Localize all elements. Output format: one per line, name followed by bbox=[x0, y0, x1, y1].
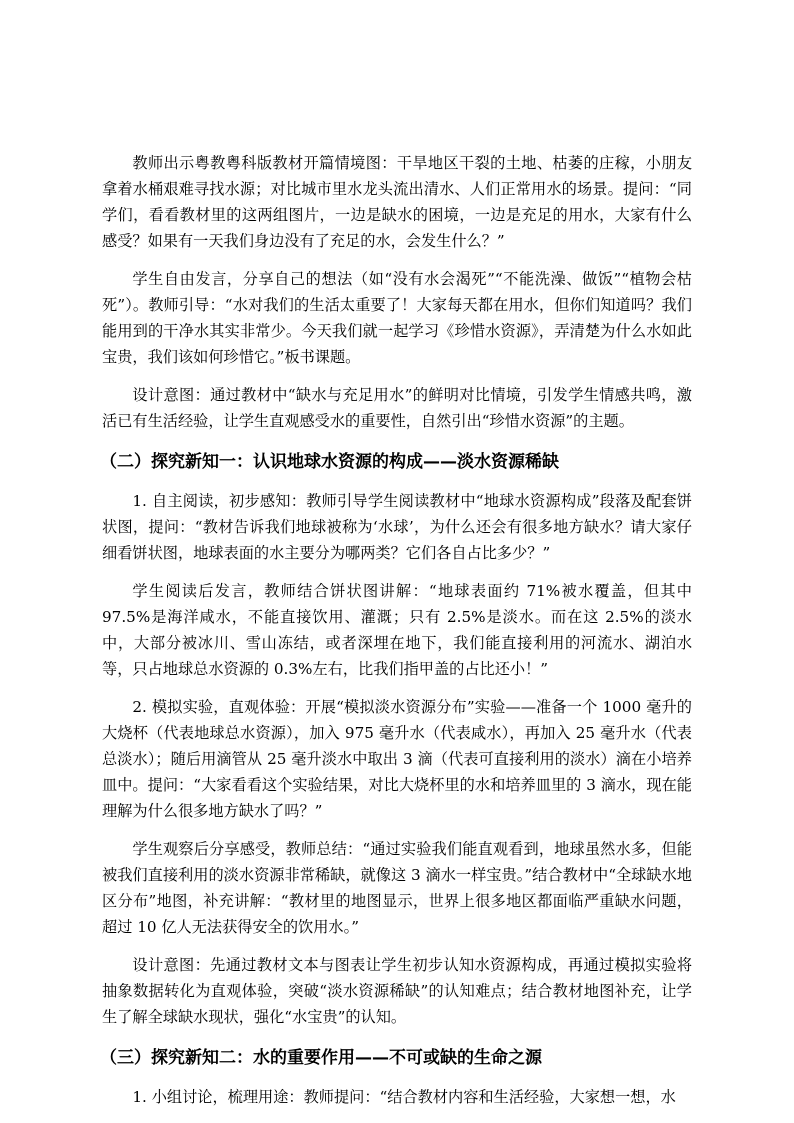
section-2-design-intent: 设计意图：先通过教材文本与图表让学生初步认知水资源构成，再通过模拟实验将抽象数据转化为直观体验，突破“淡水资源稀缺”的认知难点；结合教材地图补充，让学生了解全球缺水现状，强化“水宝贵”的认知。 bbox=[102, 956, 692, 1026]
section-3-paragraph-1: 1. 小组讨论，梳理用途：教师提问：“结合教材内容和生活经验，大家想一想，水 bbox=[132, 1088, 676, 1106]
section-3-heading: （三）探究新知二：水的重要作用——不可或缺的生命之源 bbox=[100, 1048, 542, 1068]
section-2-paragraph-1: 1. 自主阅读，初步感知：教师引导学生阅读教材中“地球水资源构成”段落及配套饼状图，提问：“教材告诉我们地球被称为‘水球’，为什么还会有很多地方缺水？请大家仔细看饼状图，地球表面的水主要分为哪两类？它们各自占比多少？” bbox=[102, 492, 692, 562]
section-2-paragraph-3: 2. 模拟实验，直观体验：开展“模拟淡水资源分布”实验——准备一个 1000 毫升的大烧杯（代表地球总水资源），加入 975 毫升水（代表咸水），再加入 25 毫升水（代表总淡水）；随后用滴管从 25 毫升淡水中取出 3 滴（代表可直接利用的淡水）滴在小培养皿中。提问：“大家看看这个实验结果，对比大烧杯里的水和培养皿里的 3 滴水，现在能理解为什么很多地方缺水了吗？” bbox=[102, 698, 692, 820]
document-page bbox=[102, 150, 692, 1122]
intro-paragraph-1: 教师出示粤教粤科版教材开篇情境图：干旱地区干裂的土地、枯萎的庄稼，小朋友拿着水桶艰难寻找水源；对比城市里水龙头流出清水、人们正常用水的场景。提问：“同学们，看看教材里的这两组图片，一边是缺水的困境，一边是充足的用水，大家有什么感受？如果有一天我们身边没有了充足的水，会发生什么？” bbox=[102, 154, 692, 250]
section-2-paragraph-4: 学生观察后分享感受，教师总结：“通过实验我们能直观看到，地球虽然水多，但能被我们直接利用的淡水资源非常稀缺，就像这 3 滴水一样宝贵。”结合教材中“全球缺水地区分布”地图，补充讲解：“教材里的地图显示，世界上很多地区都面临严重缺水问题，超过 10 亿人无法获得安全的饮用水。” bbox=[102, 840, 692, 936]
intro-paragraph-2: 学生自由发言，分享自己的想法（如“没有水会渴死”“不能洗澡、做饭”“植物会枯死”）。教师引导：“水对我们的生活太重要了！大家每天都在用水，但你们知道吗？我们能用到的干净水其实非常少。今天我们就一起学习《珍惜水资源》，弄清楚为什么水如此宝贵，我们该如何珍惜它。”板书课题。 bbox=[102, 270, 692, 366]
section-2-heading: （二）探究新知一：认识地球水资源的构成——淡水资源稀缺 bbox=[100, 452, 559, 472]
section-2-paragraph-2: 学生阅读后发言，教师结合饼状图讲解：“地球表面约 71%被水覆盖，但其中 97.5%是海洋咸水，不能直接饮用、灌溉；只有 2.5%是淡水。而在这 2.5%的淡水中，大部分被冰川、雪山冻结，或者深埋在地下，我们能直接利用的河流水、湖泊水等，只占地球总水资源的 0.3%左右，比我们指甲盖的占比还小！” bbox=[102, 582, 692, 678]
intro-design-intent: 设计意图：通过教材中“缺水与充足用水”的鲜明对比情境，引发学生情感共鸣，激活已有生活经验，让学生直观感受水的重要性，自然引出“珍惜水资源”的主题。 bbox=[102, 386, 692, 430]
